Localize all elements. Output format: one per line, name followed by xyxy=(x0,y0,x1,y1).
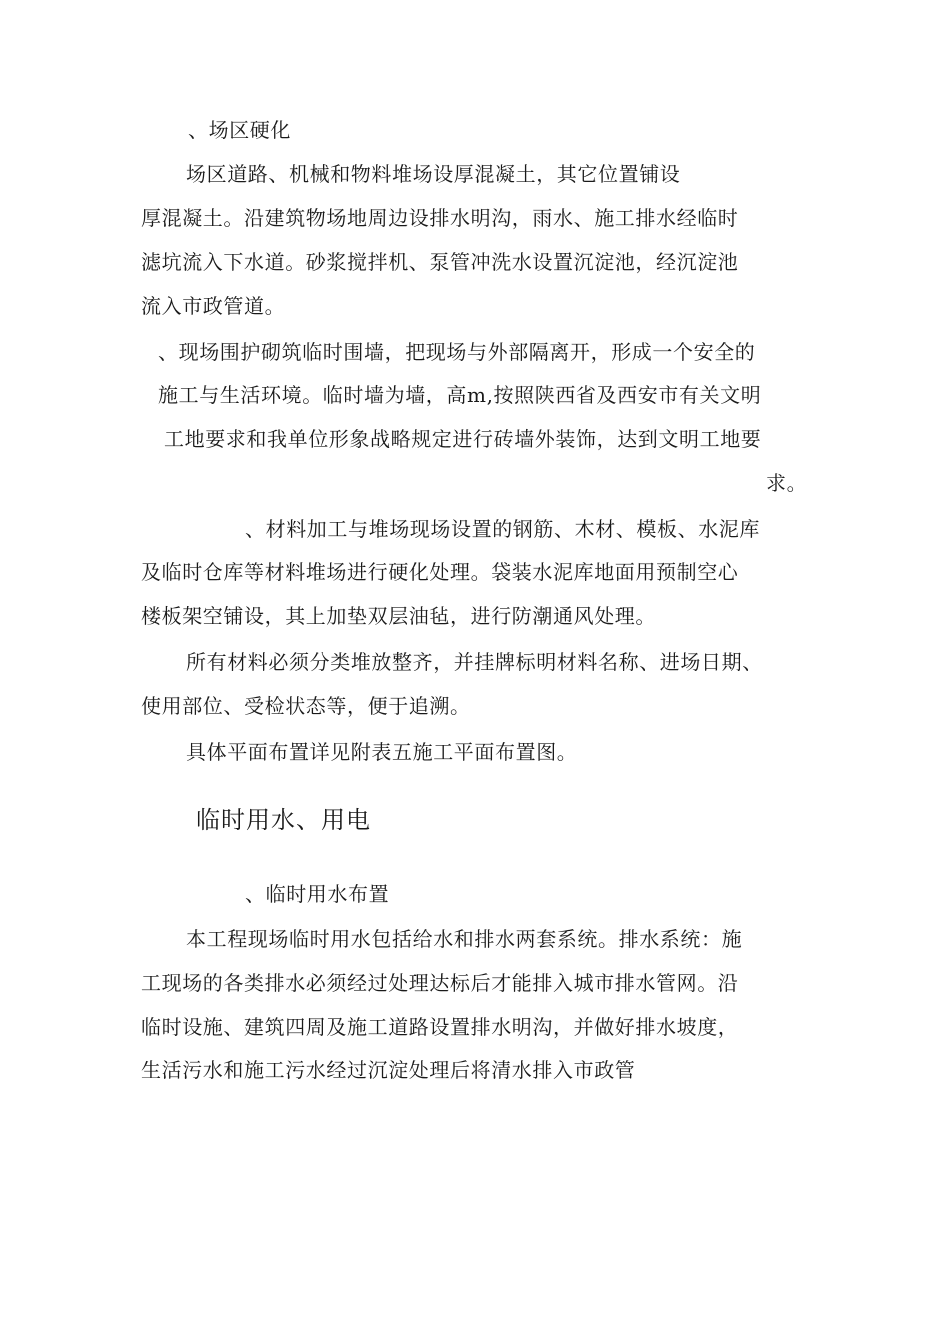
paragraph-line: 楼板架空铺设，其上加垫双层油毡，进行防潮通风处理。 xyxy=(141,604,656,628)
paragraph-line: 滤坑流入下水道。砂浆搅拌机、泵管冲洗水设置沉淀池，经沉淀池 xyxy=(141,250,739,274)
paragraph-line: 所有材料必须分类堆放整齐，并挂牌标明材料名称、进场日期、 xyxy=(186,650,763,674)
paragraph-line: 工现场的各类排水必须经过处理达标后才能排入城市排水管网。沿 xyxy=(141,971,739,995)
section-heading-temp-utilities: 临时用水、用电 xyxy=(196,806,371,834)
paragraph-line: 求。 xyxy=(766,471,808,495)
paragraph-line: 场区道路、机械和物料堆场设厚混凝土，其它位置铺设 xyxy=(186,162,681,186)
paragraph-line: 施工与生活环境。临时墙为墙，高m,按照陕西省及西安市有关文明 xyxy=(158,383,762,407)
paragraph-line: 本工程现场临时用水包括给水和排水两套系统。排水系统：施 xyxy=(186,927,743,951)
paragraph-line: 使用部位、受检状态等，便于追溯。 xyxy=(141,694,471,718)
paragraph-line: 厚混凝土。沿建筑物场地周边设排水明沟，雨水、施工排水经临时 xyxy=(141,206,739,230)
paragraph-line: 及临时仓库等材料堆场进行硬化处理。袋装水泥库地面用预制空心 xyxy=(141,560,739,584)
paragraph-line: 、材料加工与堆场现场设置的钢筋、木材、模板、水泥库 xyxy=(245,517,760,541)
subsection-title-temp-water: 、临时用水布置 xyxy=(245,882,390,906)
subsection-title-site-hardening: 、场区硬化 xyxy=(188,118,291,142)
paragraph-line: 临时设施、建筑四周及施工道路设置排水明沟，并做好排水坡度， xyxy=(141,1015,739,1039)
paragraph-line: 生活污水和施工污水经过沉淀处理后将清水排入市政管 xyxy=(141,1058,636,1082)
paragraph-line: 流入市政管道。 xyxy=(141,294,286,318)
paragraph-line: 、现场围护砌筑临时围墙，把现场与外部隔离开，形成一个安全的 xyxy=(158,340,756,364)
paragraph-line: 具体平面布置详见附表五施工平面布置图。 xyxy=(186,740,578,764)
paragraph-line: 工地要求和我单位形象战略规定进行砖墙外装饰，达到文明工地要 xyxy=(164,427,762,451)
